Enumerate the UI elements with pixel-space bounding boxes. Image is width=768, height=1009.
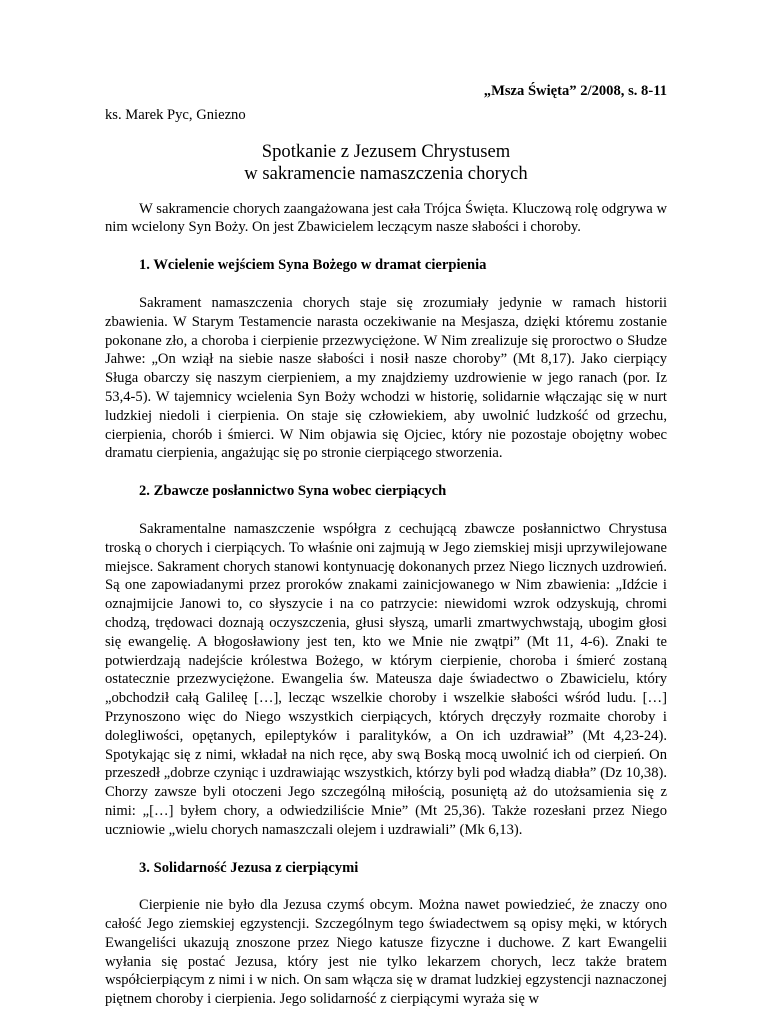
document-page — [105, 82, 667, 1009]
section-3 — [105, 859, 667, 1009]
author-line: ks. Marek Pyc, Gniezno — [105, 106, 667, 125]
article-title — [105, 141, 667, 185]
section-heading: 2. Zbawcze posłannictwo Syna wobec cierpiących — [105, 482, 667, 501]
section-2 — [105, 482, 667, 839]
section-paragraph: Sakramentalne namaszczenie współgra z cechującą zbawcze posłannictwo Chrystusa troską o chorych i cierpiących. To właśnie oni zajmują w Jego ziemskiej misji uprzywilejowane miejsce. Sakrament chorych stanowi kontynuację dokonanych przez Niego licznych uzdrowień. Są one zapowiadanymi przez proroków znakami zainicjowanego w Nim zbawienia: „Idźcie i oznajmijcie Janowi to, co słyszycie i na co patrzycie: niewidomi wzrok odzyskują, chromi chodzą, trędowaci doznają oczyszczenia, głusi słyszą, umarli zmartwychwstają, ubogim głosi się ewangelię. A błogosławiony jest ten, kto we Mnie nie zwątpi” (Mt 11, 4-6). Znaki te potwierdzają nadejście królestwa Bożego, w którym cierpienie, choroba i śmierć zostaną ostatecznie przezwyciężone. Ewangelia św. Mateusza daje świadectwo o Zbawicielu, który „obchodził całą Galileę […], lecząc wszelkie choroby i wszelkie słabości wśród ludu. […] Przynoszono więc do Niego wszystkich cierpiących, których dręczyły rozmaite choroby i dolegliwości, opętanych, epileptyków i paralityków, a On ich uzdrawiał” (Mt 4,23-24). Spotykając się z nimi, wkładał na nich ręce, aby swą Boską mocą uwolnić ich od cierpień. On przeszedł „dobrze czyniąc i uzdrawiając wszystkich, którzy byli pod władzą diabła” (Dz 10,38). Chorzy zawsze byli otoczeni Jego szczególną miłością, posuniętą aż do utożsamienia się z nimi: „[…] byłem chory, a odwiedziliście Mnie” (Mt 25,36). Także rozesłani przez Niego uczniowie „wielu chorych namaszczali olejem i uzdrawiali” (Mk 6,13). — [105, 520, 667, 840]
source-citation: „Msza Święta” 2/2008, s. 8-11 — [105, 82, 667, 101]
section-1 — [105, 256, 667, 463]
section-heading: 3. Solidarność Jezusa z cierpiącymi — [105, 859, 667, 878]
section-heading: 1. Wcielenie wejściem Syna Bożego w dramat cierpienia — [105, 256, 667, 275]
title-line-2: w sakramencie namaszczenia chorych — [105, 163, 667, 185]
title-line-1: Spotkanie z Jezusem Chrystusem — [105, 141, 667, 163]
section-paragraph: Sakrament namaszczenia chorych staje się zrozumiały jedynie w ramach historii zbawienia. W Starym Testamencie narasta oczekiwanie na Mesjasza, dzięki któremu zostanie pokonane zło, a choroba i cierpienie przezwyciężone. W Nim zrealizuje się proroctwo o Słudze Jahwe: „On wziął na siebie nasze słabości i nosił nasze choroby” (Mt 8,17). Jako cierpiący Sługa obarczy się naszym cierpieniem, a my znajdziemy uzdrowienie w jego ranach (por. Iz 53,4-5). W tajemnicy wcielenia Syn Boży wchodzi w historię, solidarnie włączając się w nurt ludzkiej niedoli i cierpienia. On staje się człowiekiem, aby uwolnić ludzkość od grzechu, cierpienia, chorób i śmierci. W Nim objawia się Ojciec, który nie pozostaje obojętny wobec dramatu cierpienia, angażując się po stronie cierpiącego stworzenia. — [105, 294, 667, 463]
section-paragraph: Cierpienie nie było dla Jezusa czymś obcym. Można nawet powiedzieć, że znaczy ono całość Jego ziemskiej egzystencji. Szczególnym tego świadectwem są opisy męki, w których Ewangeliści ukazują znoszone przez Niego katusze fizyczne i duchowe. Z kart Ewangelii wyłania się postać Jezusa, który jest nie tylko lekarzem chorych, lecz także bratem współcierpiącym z nimi i w nich. On sam włącza się w dramat ludzkiej egzystencji naznaczonej piętnem choroby i cierpienia. Jego solidarność z cierpiącymi wyraża się w — [105, 896, 667, 1009]
intro-paragraph: W sakramencie chorych zaangażowana jest cała Trójca Święta. Kluczową rolę odgrywa w nim wcielony Syn Boży. On jest Zbawicielem leczącym nasze słabości i choroby. — [105, 200, 667, 238]
